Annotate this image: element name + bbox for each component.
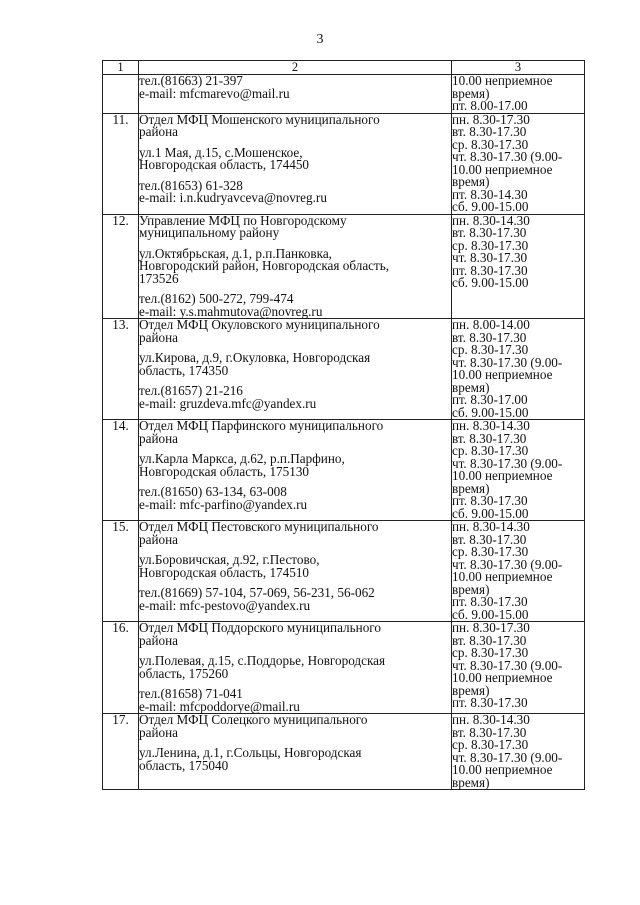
column-header: 3 [452, 61, 585, 75]
row-number: 17. [103, 714, 139, 790]
working-hours-line: пт. 8.30-17.30 [452, 493, 528, 508]
office-contacts-line: e-mail: gruzdeva.mfc@yandex.ru [139, 395, 317, 411]
working-hours-line: 10.00 неприемное [452, 367, 553, 382]
working-hours-cell [452, 113, 585, 214]
working-hours-line: пт. 8.30-17.30 [452, 594, 528, 609]
working-hours-line: вт. 8.30-17.30 [452, 724, 527, 740]
office-address [139, 453, 451, 478]
office-contacts-line: e-mail: mfc-pestovo@yandex.ru [139, 597, 311, 613]
office-details-cell [139, 214, 452, 319]
working-hours-line: время) [452, 174, 490, 189]
working-hours-cell [452, 521, 585, 622]
office-address-line: Новгородская область, 174450 [139, 157, 310, 172]
working-hours-cell [452, 622, 585, 714]
working-hours-line: пн. 8.30-14.30 [452, 212, 530, 228]
office-address-line: Новгородский район, Новгородская область, [139, 258, 390, 273]
working-hours-cell [452, 214, 585, 319]
column-header: 1 [103, 61, 139, 75]
office-address-line: ул.Октябрьская, д.1, р.п.Панковка, [139, 245, 332, 261]
working-hours-line: чт. 8.30-17.30 (9.00- [452, 455, 563, 471]
office-contacts-line: e-mail: y.s.mahmutova@novreg.ru [139, 303, 323, 319]
working-hours-line: 10.00 неприемное [452, 468, 553, 483]
office-address-line: ул.Кирова, д.9, г.Окуловка, Новгородская [139, 350, 371, 365]
office-name-line: района [139, 329, 179, 345]
table-row [103, 622, 585, 714]
office-address [139, 352, 451, 377]
office-name-line: Отдел МФЦ Мошенского муниципального [139, 111, 380, 127]
office-contacts-line: тел.(81650) 63-134, 63-008 [139, 484, 287, 499]
office-contacts [139, 177, 451, 205]
working-hours-line: сб. 9.00-15.00 [452, 199, 529, 214]
office-contacts-line: e-mail: mfc-parfino@yandex.ru [139, 496, 308, 512]
working-hours-line: сб. 9.00-15.00 [452, 404, 529, 420]
row-number [103, 75, 139, 114]
working-hours-line: пн. 8.30-14.30 [452, 519, 530, 534]
row-number: 13. [103, 319, 139, 420]
working-hours-line: чт. 8.30-17.30 (9.00- [452, 149, 563, 164]
office-address [139, 554, 451, 579]
working-hours-line: 10.00 неприемное [452, 161, 553, 177]
office-details-cell [139, 75, 452, 114]
office-contacts-line: тел.(8162) 500-272, 799-474 [139, 291, 294, 306]
table-row [103, 319, 585, 420]
office-address [139, 747, 451, 772]
working-hours-cell [452, 714, 585, 790]
working-hours-line: вт. 8.30-17.30 [452, 225, 527, 240]
working-hours-line: ср. 8.30-17.30 [452, 443, 529, 458]
office-details-cell [139, 420, 452, 521]
working-hours-line: вт. 8.30-17.30 [452, 531, 527, 547]
office-contacts [139, 486, 451, 511]
working-hours-line: время) [452, 480, 490, 496]
office-address-line: ул.Ленина, д.1, г.Сольцы, Новгородская [139, 745, 362, 760]
working-hours-cell [452, 420, 585, 521]
working-hours-line: вт. 8.30-17.30 [452, 430, 527, 446]
office-details-cell [139, 714, 452, 790]
working-hours-line: ср. 8.30-17.30 [452, 136, 529, 152]
office-address-line: область, 174350 [139, 362, 229, 378]
office-contacts [139, 75, 451, 100]
office-contacts-line: тел.(81657) 21-216 [139, 383, 243, 398]
office-address [139, 245, 451, 286]
office-details-cell [139, 319, 452, 420]
working-hours-line: 10.00 неприемное [452, 569, 553, 584]
office-address-line: область, 175260 [139, 665, 229, 681]
office-contacts [139, 587, 451, 612]
working-hours-line: пт. 8.30-17.30 [452, 262, 528, 278]
office-name-line: района [139, 430, 179, 446]
working-hours-line: время) [452, 581, 490, 597]
office-name [139, 212, 451, 240]
office-details-cell [139, 521, 452, 622]
working-hours-line: чт. 8.30-17.30 (9.00- [452, 657, 563, 673]
office-name-line: района [139, 531, 179, 547]
working-hours-line: ср. 8.30-17.30 [452, 544, 529, 559]
working-hours-line: вт. 8.30-17.30 [452, 632, 527, 648]
office-address-line: Новгородская область, 174510 [139, 564, 310, 580]
working-hours-line: время) [452, 774, 490, 790]
office-name [139, 420, 451, 445]
working-hours-line: пн. 8.30-14.30 [452, 712, 530, 727]
working-hours-line: пн. 8.00-14.00 [452, 317, 530, 332]
table-row [103, 214, 585, 319]
table-row [103, 420, 585, 521]
working-hours-line: сб. 9.00-15.00 [452, 606, 529, 622]
working-hours-line: время) [452, 379, 490, 395]
office-contacts [139, 688, 451, 713]
working-hours-line: ср. 8.30-17.30 [452, 342, 529, 357]
office-name-line: муниципальному району [139, 225, 280, 240]
office-name-line: района [139, 724, 179, 740]
working-hours-line: пн. 8.30-17.30 [452, 111, 530, 127]
office-name [139, 714, 451, 739]
row-number: 12. [103, 214, 139, 319]
office-name-line: Управление МФЦ по Новгородскому [139, 212, 347, 228]
working-hours-line: сб. 9.00-15.00 [452, 275, 529, 290]
office-address [139, 655, 451, 680]
office-address [139, 144, 451, 172]
office-contacts-line: тел.(81663) 21-397 [139, 73, 243, 88]
working-hours-line: ср. 8.30-17.30 [452, 737, 529, 752]
office-address-line: ул.Боровичская, д.92, г.Пестово, [139, 552, 320, 567]
page-number: 3 [316, 32, 324, 47]
row-number: 11. [103, 113, 139, 214]
table-row [103, 521, 585, 622]
working-hours-line: пн. 8.30-14.30 [452, 418, 530, 433]
working-hours-line: пт. 8.30-14.30 [452, 186, 528, 202]
working-hours-line: вт. 8.30-17.30 [452, 329, 527, 345]
working-hours-line: сб. 9.00-15.00 [452, 505, 529, 521]
working-hours-line: пт. 8.30-17.30 [452, 695, 528, 710]
office-contacts-line: тел.(81669) 57-104, 57-069, 56-231, 56-062 [139, 585, 375, 600]
office-name-line: Отдел МФЦ Солецкого муниципального [139, 712, 368, 727]
office-address-line: ул.Карла Маркса, д.62, р.п.Парфино, [139, 451, 345, 466]
working-hours-line: 10.00 неприемное [452, 73, 553, 88]
working-hours-line: ср. 8.30-17.30 [452, 645, 529, 660]
working-hours-line: чт. 8.30-17.30 [452, 250, 528, 265]
office-name [139, 521, 451, 546]
row-number: 15. [103, 521, 139, 622]
office-name [139, 319, 451, 344]
working-hours-line: чт. 8.30-17.30 (9.00- [452, 749, 563, 765]
office-name [139, 622, 451, 647]
office-name-line: района [139, 124, 179, 139]
office-contacts-line: e-mail: mfcpoddorye@mail.ru [139, 698, 300, 714]
office-name-line: района [139, 632, 179, 648]
office-name [139, 111, 451, 139]
table-row [103, 75, 585, 114]
office-address-line: ул.1 Мая, д.15, с.Мошенское, [139, 144, 303, 160]
working-hours-line: время) [452, 85, 490, 101]
working-hours-cell [452, 319, 585, 420]
working-hours-line: ср. 8.30-17.30 [452, 237, 529, 253]
working-hours-cell [452, 75, 585, 114]
office-contacts [139, 385, 451, 410]
office-name-line: Отдел МФЦ Поддорского муниципального [139, 620, 381, 635]
working-hours-line: чт. 8.30-17.30 (9.00- [452, 354, 563, 370]
working-hours-line: вт. 8.30-17.30 [452, 124, 527, 139]
row-number: 16. [103, 622, 139, 714]
table-row [103, 714, 585, 790]
office-details-cell [139, 113, 452, 214]
office-name-line: Отдел МФЦ Окуловского муниципального [139, 317, 380, 332]
office-address-line: ул.Полевая, д.15, с.Поддорье, Новгородская [139, 653, 386, 668]
office-contacts-line: e-mail: i.n.kudryavceva@novreg.ru [139, 190, 327, 205]
working-hours-line: пн. 8.30-17.30 [452, 620, 530, 635]
working-hours-line: пт. 8.00-17.00 [452, 98, 528, 113]
column-header: 2 [139, 61, 452, 75]
office-contacts-line: тел.(81653) 61-328 [139, 177, 243, 193]
office-address-line: 173526 [139, 270, 179, 286]
office-name-line: Отдел МФЦ Пестовского муниципального [139, 519, 379, 534]
office-address-line: область, 175040 [139, 757, 229, 773]
mfc-offices-table [102, 60, 585, 790]
office-name-line: Отдел МФЦ Парфинского муниципального [139, 418, 384, 433]
row-number: 14. [103, 420, 139, 521]
office-address-line: Новгородская область, 175130 [139, 463, 310, 479]
working-hours-line: 10.00 неприемное [452, 670, 553, 685]
working-hours-line: 10.00 неприемное [452, 762, 553, 777]
working-hours-line: пт. 8.30-17.00 [452, 392, 528, 407]
working-hours-line: время) [452, 682, 490, 698]
office-contacts-line: тел.(81658) 71-041 [139, 686, 243, 701]
table-row [103, 113, 585, 214]
office-contacts-line: e-mail: mfcmarevo@mail.ru [139, 85, 290, 101]
office-details-cell [139, 622, 452, 714]
working-hours-line: чт. 8.30-17.30 (9.00- [452, 556, 563, 572]
office-contacts [139, 293, 451, 318]
